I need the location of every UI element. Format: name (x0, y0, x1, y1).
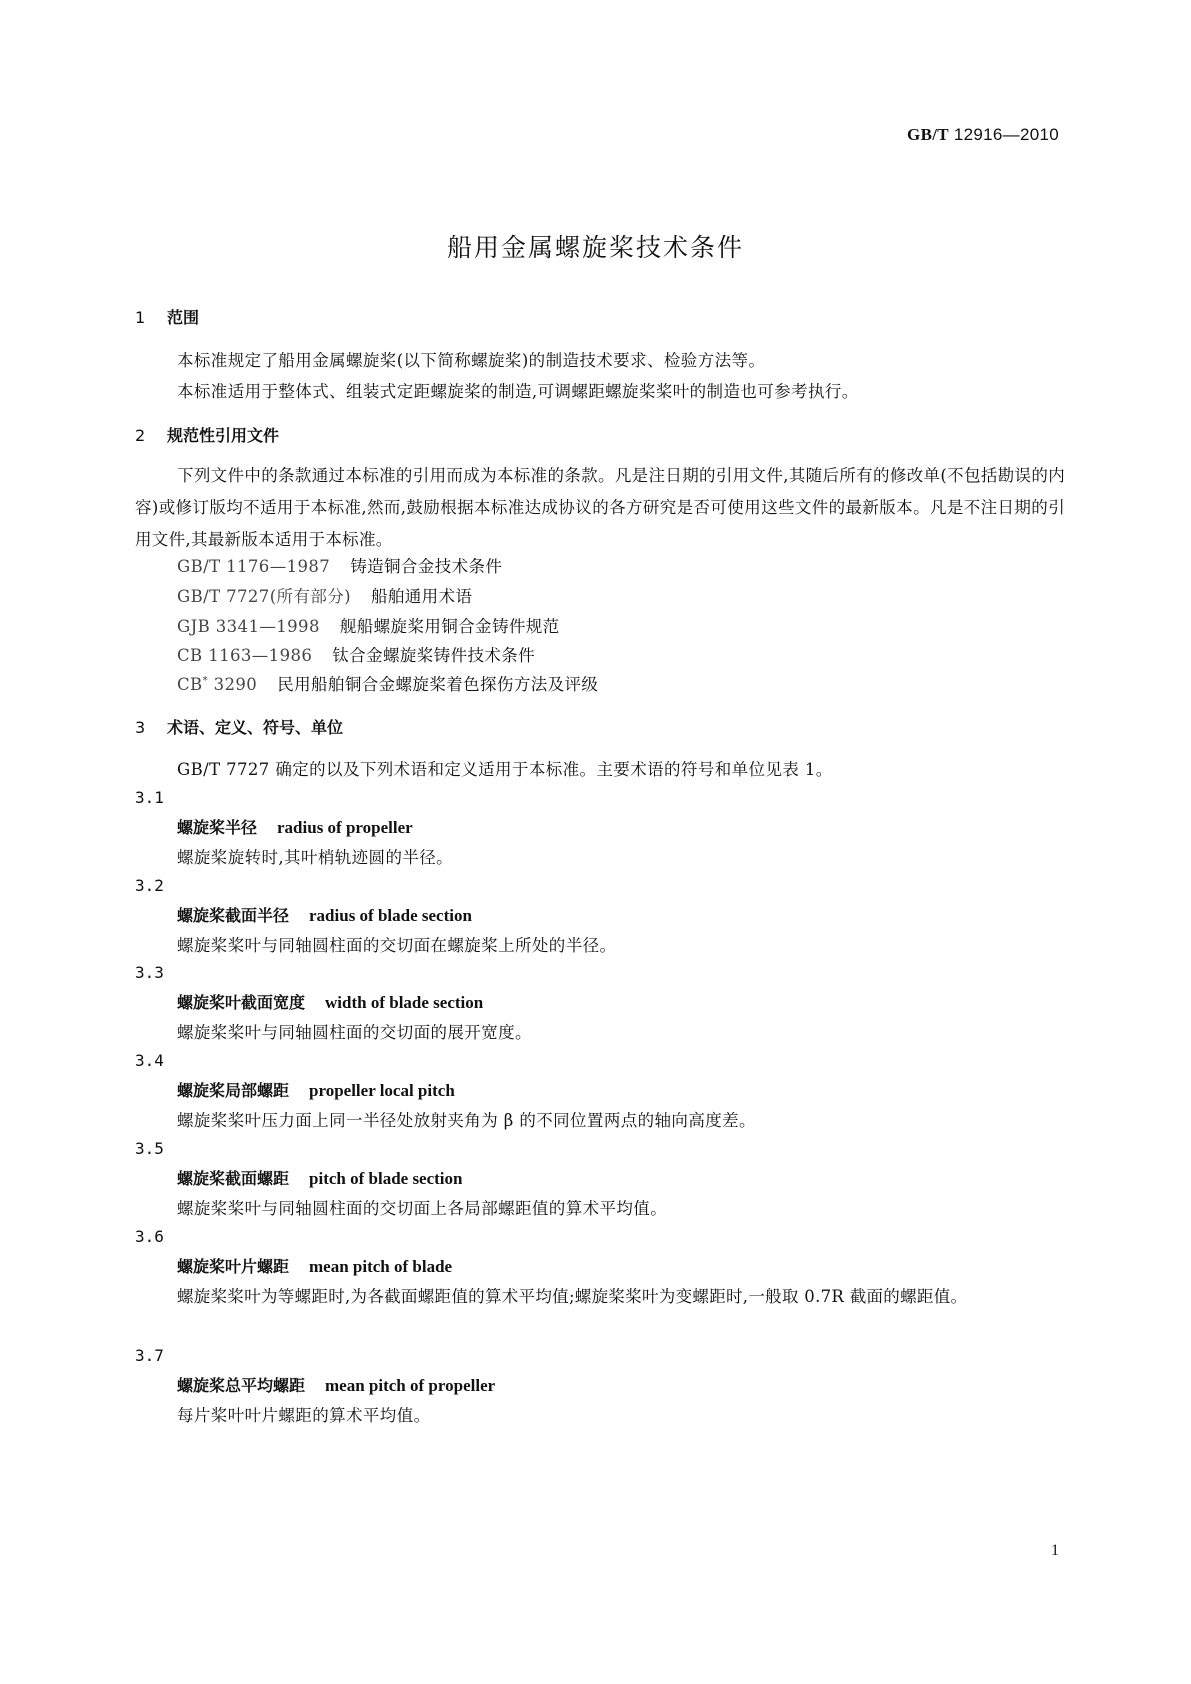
reference-title: 舰船螺旋桨用铜合金铸件规范 (339, 617, 560, 636)
section-number: 2 (135, 426, 146, 445)
reference-title: 铸造铜合金技术条件 (350, 557, 503, 576)
reference-item (177, 553, 502, 577)
reference-code-marker: * (202, 675, 208, 687)
reference-code: CB 1163—1986 (177, 646, 313, 665)
term-cn: 螺旋桨叶片螺距 (177, 1257, 290, 1276)
standard-code-prefix: GB/T (907, 125, 949, 144)
reference-item (177, 671, 598, 695)
reference-item (177, 642, 535, 666)
reference-code-suffix: 3290 (207, 675, 258, 694)
term-entry (177, 1254, 452, 1277)
term-en: propeller local pitch (309, 1081, 455, 1100)
term-cn: 螺旋桨局部螺距 (177, 1081, 290, 1100)
term-cn: 螺旋桨总平均螺距 (177, 1376, 306, 1395)
reference-code: GB/T 7727(所有部分) (177, 587, 351, 606)
term-en: width of blade section (325, 993, 484, 1012)
section-number: 1 (135, 308, 146, 327)
clause-number: 3.3 (135, 963, 164, 982)
term-definition: 螺旋桨桨叶压力面上同一半径处放射夹角为 β 的不同位置两点的轴向高度差。 (177, 1111, 756, 1130)
reference-title: 钛合金螺旋桨铸件技术条件 (332, 646, 536, 665)
term-entry (177, 1166, 463, 1189)
term-cn: 螺旋桨半径 (177, 818, 258, 837)
section-number: 3 (135, 718, 146, 737)
reference-item (177, 583, 472, 607)
section-title: 术语、定义、符号、单位 (167, 718, 344, 737)
paragraph: GB/T 7727 确定的以及下列术语和定义适用于本标准。主要术语的符号和单位见表 1。 (177, 760, 833, 779)
reference-item (177, 613, 560, 637)
term-entry (177, 1373, 495, 1396)
term-definition: 螺旋桨桨叶与同轴圆柱面的交切面在螺旋桨上所处的半径。 (177, 936, 617, 955)
section-heading (135, 423, 279, 446)
clause-number: 3.4 (135, 1051, 164, 1070)
section-heading (135, 715, 343, 738)
paragraph: 本标准适用于整体式、组装式定距螺旋桨的制造,可调螺距螺旋桨桨叶的制造也可参考执行。 (177, 382, 859, 401)
term-cn: 螺旋桨截面螺距 (177, 1169, 290, 1188)
section-heading (135, 305, 199, 328)
term-definition: 螺旋桨桨叶与同轴圆柱面的交切面的展开宽度。 (177, 1023, 532, 1042)
reference-title: 船舶通用术语 (370, 587, 473, 606)
standard-code-number: 12916—2010 (953, 125, 1059, 144)
term-cn: 螺旋桨叶截面宽度 (177, 993, 306, 1012)
clause-number: 3.5 (135, 1139, 164, 1158)
section-title: 范围 (167, 308, 200, 327)
term-definition: 螺旋桨桨叶为等螺距时,为各截面螺距值的算术平均值;螺旋桨桨叶为变螺距时,一般取 0.7R 截面的螺距值。 (177, 1287, 968, 1306)
clause-number: 3.1 (135, 788, 164, 807)
term-en: radius of propeller (277, 818, 413, 837)
standard-code (907, 125, 1059, 145)
term-definition: 螺旋桨旋转时,其叶梢轨迹圆的半径。 (177, 848, 454, 867)
clause-number: 3.6 (135, 1227, 164, 1246)
paragraph: 本标准规定了船用金属螺旋桨(以下简称螺旋桨)的制造技术要求、检验方法等。 (177, 351, 766, 370)
term-en: mean pitch of propeller (325, 1376, 496, 1395)
term-entry (177, 1078, 455, 1101)
clause-number: 3.2 (135, 876, 164, 895)
term-entry (177, 815, 413, 838)
term-en: mean pitch of blade (309, 1257, 453, 1276)
term-en: radius of blade section (309, 906, 472, 925)
term-entry (177, 990, 483, 1013)
reference-code (177, 675, 257, 694)
term-definition: 螺旋桨桨叶与同轴圆柱面的交切面上各局部螺距值的算术平均值。 (177, 1199, 668, 1218)
page-number: 1 (1051, 1542, 1059, 1559)
term-definition: 每片桨叶叶片螺距的算术平均值。 (177, 1406, 431, 1425)
term-cn: 螺旋桨截面半径 (177, 906, 290, 925)
term-entry (177, 903, 472, 926)
term-en: pitch of blade section (309, 1169, 463, 1188)
paragraph: 下列文件中的条款通过本标准的引用而成为本标准的条款。凡是注日期的引用文件,其随后所有的修改单(不包括勘误的内容)或修订版均不适用于本标准,然而,鼓励根据本标准达成协议的各方研究是否可使用这些文件的最新版本。凡是不注日期的引用文件,其最新版本适用于本标准。 (135, 466, 1065, 549)
reference-code-prefix: CB (177, 675, 203, 694)
reference-code: GB/T 1176—1987 (177, 557, 331, 576)
section-title: 规范性引用文件 (167, 426, 280, 445)
reference-title: 民用船舶铜合金螺旋桨着色探伤方法及评级 (277, 675, 599, 694)
reference-code: GJB 3341—1998 (177, 617, 320, 636)
document-title: 船用金属螺旋桨技术条件 (446, 233, 744, 262)
clause-number: 3.7 (135, 1346, 164, 1365)
